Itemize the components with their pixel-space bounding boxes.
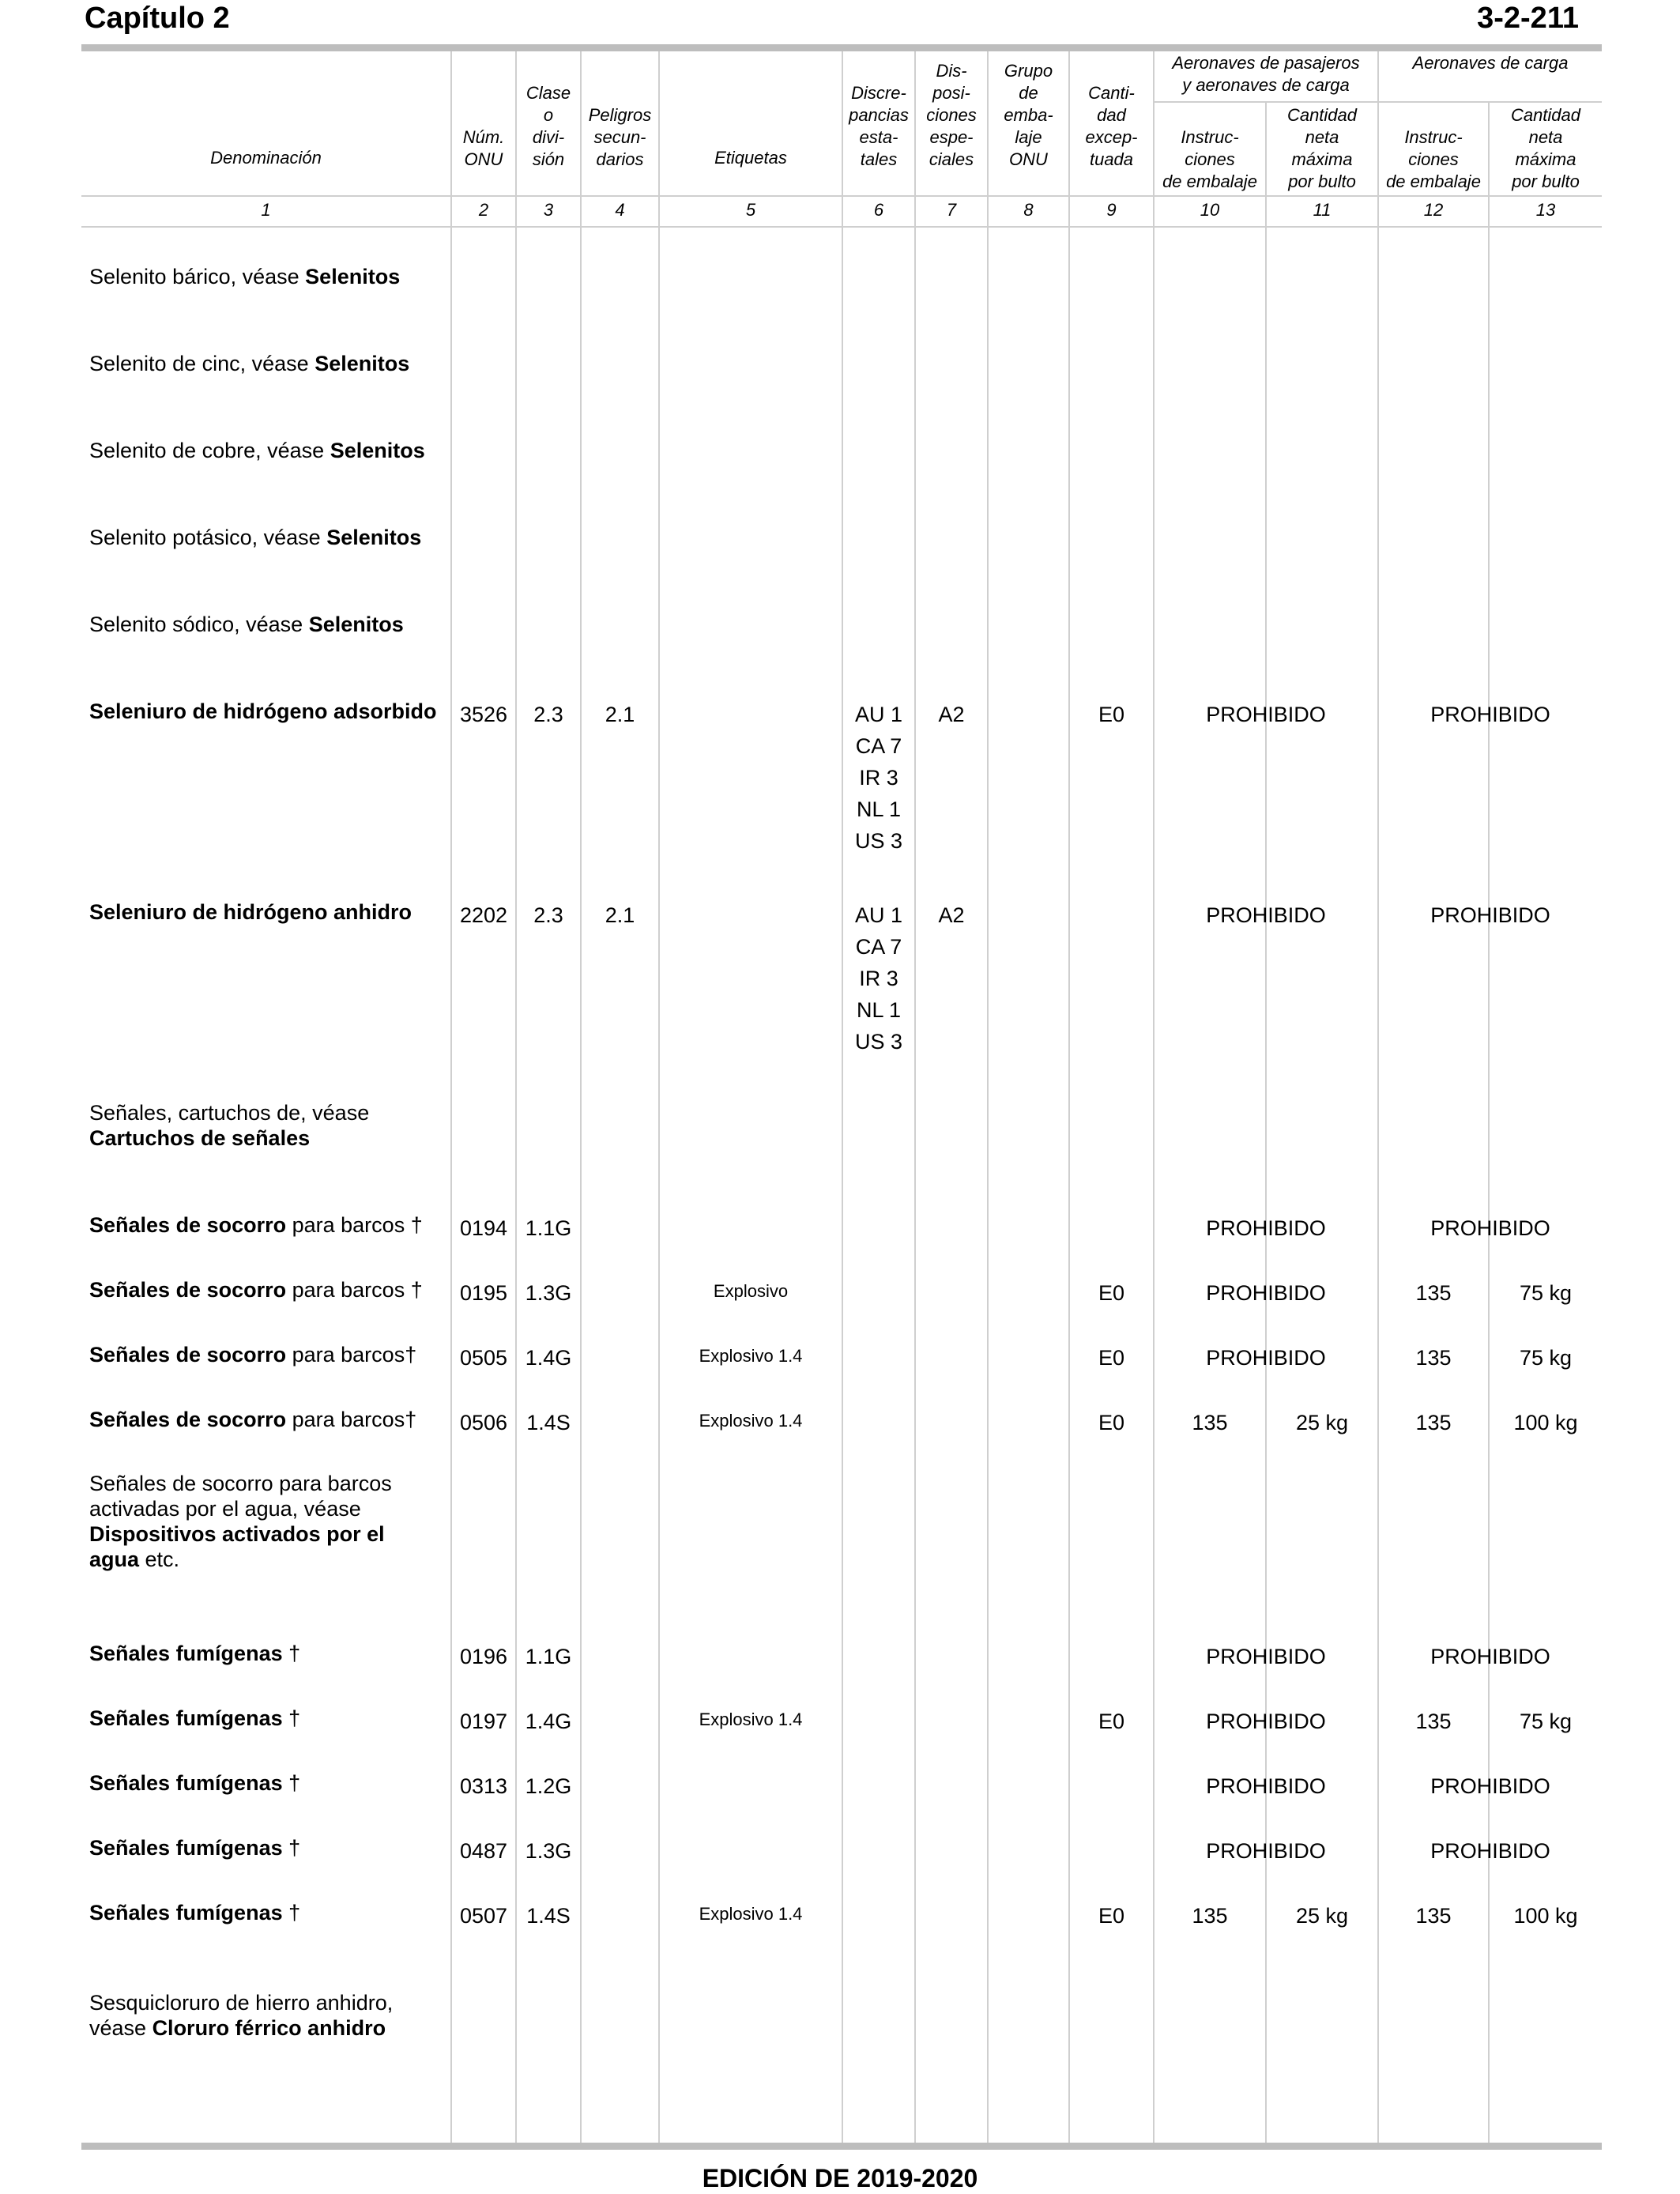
cargo-prohibited: PROHIBIDO	[1430, 1839, 1550, 1863]
cargo-net-qty: 75 kg	[1519, 1281, 1573, 1305]
col-number: 2	[478, 200, 489, 220]
number-row-rule	[81, 226, 1602, 228]
group-header-rule	[1153, 101, 1602, 103]
entry-name: Seleniuro de hidrógeno anhidro	[89, 900, 412, 924]
onu-number: 0506	[459, 1411, 508, 1434]
excepted-quantity: E0	[1098, 1411, 1125, 1434]
entry-name: Selenito potásico, véase Selenitos	[89, 526, 422, 549]
entry-name: Señales fumígenas †	[89, 1901, 301, 1924]
entry-name: Señales, cartuchos de, véase Cartuchos de señales	[89, 1101, 370, 1150]
excepted-quantity: E0	[1098, 1710, 1125, 1733]
col-number: 12	[1423, 200, 1444, 220]
header-discrepancias: Discre- pancias esta- tales	[849, 83, 909, 169]
entry-name: Señales de socorro para barcos†	[89, 1408, 417, 1431]
entry-name: Señales de socorro para barcos †	[89, 1278, 423, 1302]
col-divider	[450, 51, 452, 2143]
cargo-prohibited: PROHIBIDO	[1430, 1216, 1550, 1240]
entry-name: Señales de socorro para barcos †	[89, 1213, 423, 1237]
cargo-instructions: 135	[1415, 1411, 1452, 1434]
col-divider	[515, 51, 517, 2143]
cargo-prohibited: PROHIBIDO	[1430, 1774, 1550, 1798]
entry-name: Señales de socorro para barcos activadas por el agua, véase Dispositivos activados por el agua etc.	[89, 1472, 392, 1571]
header-neta-pax: Cantidad neta máxima por bulto	[1286, 105, 1358, 191]
cargo-net-qty: 100 kg	[1513, 1411, 1578, 1434]
col-divider	[914, 51, 916, 2143]
state-variations: AU 1 CA 7 IR 3 NL 1 US 3	[854, 903, 903, 1054]
header-instrucciones-carga: Instruc- ciones de embalaje	[1386, 127, 1481, 191]
excepted-quantity: E0	[1098, 1281, 1125, 1305]
onu-number: 0197	[459, 1710, 508, 1733]
class-division: 2.3	[533, 703, 563, 726]
entry-name: Señales de socorro para barcos†	[89, 1343, 417, 1367]
excepted-quantity: E0	[1098, 1346, 1125, 1370]
label: Explosivo 1.4	[699, 1346, 803, 1366]
header-onu: Núm. ONU	[462, 127, 505, 169]
entry-name: Señales fumígenas †	[89, 1706, 301, 1730]
class-division: 1.4G	[525, 1710, 572, 1733]
onu-number: 0196	[459, 1645, 508, 1668]
header-rule	[81, 195, 1602, 197]
col-divider	[1068, 51, 1070, 2143]
cargo-prohibited: PROHIBIDO	[1430, 703, 1550, 726]
passenger-prohibited: PROHIBIDO	[1206, 703, 1326, 726]
cargo-prohibited: PROHIBIDO	[1430, 1645, 1550, 1668]
cargo-net-qty: 100 kg	[1513, 1904, 1578, 1928]
col-number: 7	[946, 200, 957, 220]
passenger-prohibited: PROHIBIDO	[1206, 1710, 1326, 1733]
passenger-prohibited: PROHIBIDO	[1206, 1839, 1326, 1863]
passenger-instructions: 135	[1192, 1411, 1228, 1434]
onu-number: 2202	[459, 903, 508, 927]
class-division: 1.4S	[526, 1904, 571, 1928]
label: Explosivo 1.4	[699, 1710, 803, 1729]
passenger-prohibited: PROHIBIDO	[1206, 1645, 1326, 1668]
entry-name: Señales fumígenas †	[89, 1836, 301, 1860]
onu-number: 3526	[459, 703, 508, 726]
entry-name: Señales fumígenas †	[89, 1642, 301, 1665]
passenger-net-qty: 25 kg	[1295, 1904, 1349, 1928]
subsidiary-hazard: 2.1	[605, 903, 635, 927]
class-division: 1.1G	[525, 1216, 572, 1240]
class-division: 1.2G	[525, 1774, 572, 1798]
col-number: 11	[1313, 200, 1332, 220]
label: Explosivo 1.4	[699, 1411, 803, 1431]
cargo-net-qty: 75 kg	[1519, 1346, 1573, 1370]
entry-name: Selenito bárico, véase Selenitos	[89, 265, 401, 288]
entry-name: Seleniuro de hidrógeno adsorbido	[89, 699, 437, 723]
col-divider	[658, 51, 660, 2143]
special-provisions: A2	[938, 903, 965, 927]
col-number: 10	[1200, 200, 1220, 220]
passenger-prohibited: PROHIBIDO	[1206, 1216, 1326, 1240]
col-number: 8	[1023, 200, 1034, 220]
class-division: 2.3	[533, 903, 563, 927]
header-denominacion: Denominación	[210, 148, 322, 168]
entry-name: Selenito de cobre, véase Selenitos	[89, 439, 425, 462]
excepted-quantity: E0	[1098, 703, 1125, 726]
passenger-prohibited: PROHIBIDO	[1206, 1346, 1326, 1370]
entry-name: Selenito de cinc, véase Selenitos	[89, 352, 410, 375]
entry-name: Selenito sódico, véase Selenitos	[89, 613, 404, 636]
passenger-prohibited: PROHIBIDO	[1206, 1774, 1326, 1798]
class-division: 1.1G	[525, 1645, 572, 1668]
col-number: 9	[1106, 200, 1117, 220]
class-division: 1.3G	[525, 1281, 572, 1305]
col-number: 1	[261, 200, 271, 220]
onu-number: 0487	[459, 1839, 508, 1863]
label: Explosivo 1.4	[699, 1904, 803, 1924]
cargo-net-qty: 75 kg	[1519, 1710, 1573, 1733]
header-instrucciones-pax: Instruc- ciones de embalaje	[1162, 127, 1257, 191]
label: Explosivo	[713, 1281, 789, 1301]
header-grupo: Grupo de emba- laje ONU	[1004, 61, 1053, 169]
edition-footer: EDICIÓN DE 2019-2020	[702, 2164, 978, 2192]
passenger-net-qty: 25 kg	[1295, 1411, 1349, 1434]
state-variations: AU 1 CA 7 IR 3 NL 1 US 3	[854, 703, 903, 853]
col-divider	[842, 51, 843, 2143]
onu-number: 0505	[459, 1346, 508, 1370]
special-provisions: A2	[938, 703, 965, 726]
col-divider	[580, 51, 582, 2143]
cargo-instructions: 135	[1415, 1346, 1452, 1370]
class-division: 1.4G	[525, 1346, 572, 1370]
cargo-prohibited: PROHIBIDO	[1430, 903, 1550, 927]
col-number: 13	[1535, 200, 1556, 220]
passenger-prohibited: PROHIBIDO	[1206, 1281, 1326, 1305]
subsidiary-hazard: 2.1	[605, 703, 635, 726]
header-carga-group: Aeronaves de carga	[1412, 53, 1569, 73]
onu-number: 0507	[459, 1904, 508, 1928]
col-divider	[1153, 51, 1155, 2143]
header-cantidad: Canti- dad excep- tuada	[1085, 83, 1138, 169]
header-peligros: Peligros secun- darios	[588, 105, 652, 169]
top-rule	[81, 44, 1602, 51]
header-neta-carga: Cantidad neta máxima por bulto	[1510, 105, 1581, 191]
cargo-instructions: 135	[1415, 1904, 1452, 1928]
header-disposiciones: Dis- posi- ciones espe- ciales	[926, 61, 977, 169]
col-divider	[987, 51, 989, 2143]
entry-name: Señales fumígenas †	[89, 1771, 301, 1795]
onu-number: 0313	[459, 1774, 508, 1798]
onu-number: 0194	[459, 1216, 508, 1240]
cargo-instructions: 135	[1415, 1281, 1452, 1305]
passenger-instructions: 135	[1192, 1904, 1228, 1928]
col-divider	[1377, 51, 1379, 2143]
header-clase: Clase o divi- sión	[525, 83, 571, 169]
col-number: 5	[745, 200, 756, 220]
onu-number: 0195	[459, 1281, 508, 1305]
col-number: 3	[543, 200, 554, 220]
col-number: 6	[873, 200, 884, 220]
chapter-title: Capítulo 2	[85, 2, 230, 35]
class-division: 1.3G	[525, 1839, 572, 1863]
class-division: 1.4S	[526, 1411, 571, 1434]
bottom-rule	[81, 2143, 1602, 2150]
header-etiquetas: Etiquetas	[714, 148, 787, 168]
page-number: 3-2-211	[1477, 2, 1579, 35]
header-pasajeros-group: Aeronaves de pasajeros y aeronaves de carga	[1172, 53, 1360, 95]
col-number: 4	[615, 200, 625, 220]
excepted-quantity: E0	[1098, 1904, 1125, 1928]
cargo-instructions: 135	[1415, 1710, 1452, 1733]
entry-name: Sesquicloruro de hierro anhidro, véase Cloruro férrico anhidro	[89, 1991, 394, 2040]
passenger-prohibited: PROHIBIDO	[1206, 903, 1326, 927]
